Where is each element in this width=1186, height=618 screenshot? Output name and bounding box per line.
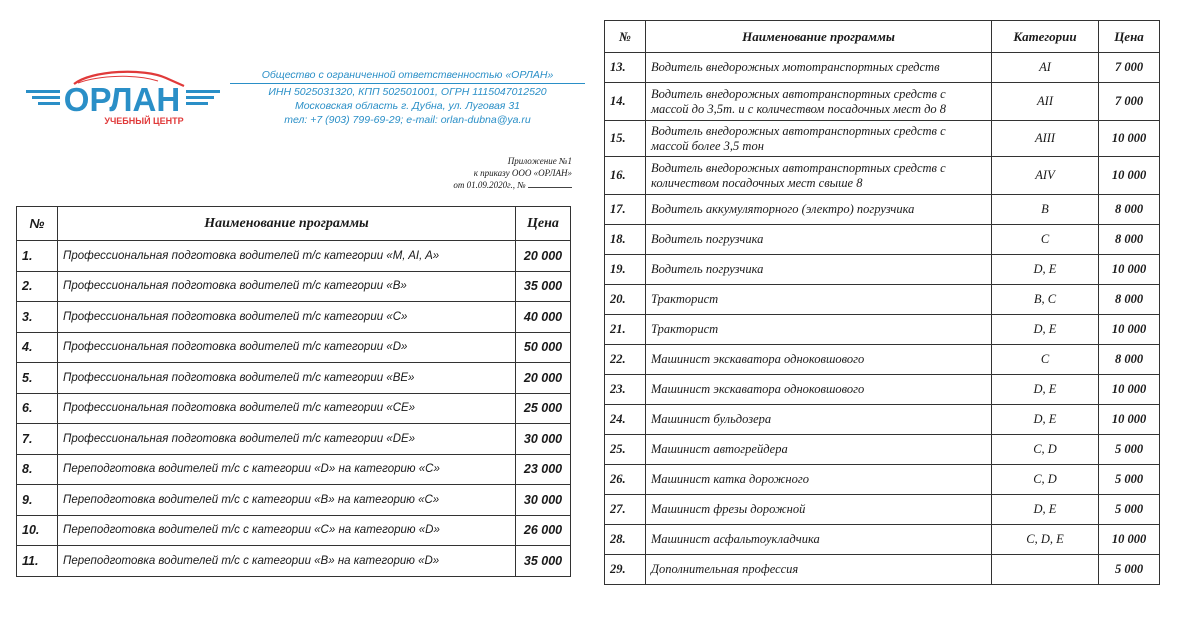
col-header-price: Цена [516, 207, 571, 241]
row-number: 23. [605, 375, 646, 405]
appendix-line-1: Приложение №1 [507, 156, 572, 166]
appendix-line-2: к приказу ООО «ОРЛАН» [473, 168, 572, 178]
program-name: Машинист катка дорожного [646, 465, 992, 495]
table-row [605, 315, 1160, 345]
program-name: Машинист асфальтоукладчика [646, 525, 992, 555]
program-name: Водитель внедорожных автотранспортных средств с количеством посадочных мест свыше 8 [646, 157, 992, 195]
program-name: Машинист экскаватора одноковшового [646, 345, 992, 375]
program-price: 23 000 [516, 454, 571, 485]
program-name: Профессиональная подготовка водителей т/с категории «B» [58, 271, 516, 302]
table-row [605, 345, 1160, 375]
program-price: 10 000 [1099, 255, 1160, 285]
row-number: 19. [605, 255, 646, 285]
program-price: 35 000 [516, 271, 571, 302]
table-row [17, 332, 571, 363]
program-name: Дополнительная профессия [646, 555, 992, 585]
table-row [605, 495, 1160, 525]
program-price: 20 000 [516, 241, 571, 272]
program-name: Переподготовка водителей т/с с категории «D» на категорию «C» [58, 454, 516, 485]
program-name: Водитель внедорожных мототранспортных средств [646, 53, 992, 83]
row-number: 29. [605, 555, 646, 585]
row-number: 22. [605, 345, 646, 375]
row-number: 15. [605, 121, 646, 157]
row-number: 16. [605, 157, 646, 195]
table-row [17, 546, 571, 577]
table-row [605, 435, 1160, 465]
program-name: Машинист фрезы дорожной [646, 495, 992, 525]
program-name: Тракторист [646, 285, 992, 315]
program-name: Водитель погрузчика [646, 255, 992, 285]
program-name: Профессиональная подготовка водителей т/с категории «C» [58, 302, 516, 333]
row-number: 26. [605, 465, 646, 495]
program-name: Водитель аккумуляторного (электро) погрузчика [646, 195, 992, 225]
program-price: 20 000 [516, 363, 571, 394]
program-price: 7 000 [1099, 83, 1160, 121]
program-price: 30 000 [516, 424, 571, 455]
program-price: 10 000 [1099, 525, 1160, 555]
row-number: 9. [17, 485, 58, 516]
svg-text:ОРЛАН: ОРЛАН [63, 81, 181, 118]
svg-text:УЧЕБНЫЙ ЦЕНТР: УЧЕБНЫЙ ЦЕНТР [104, 116, 184, 126]
program-price: 8 000 [1099, 285, 1160, 315]
row-number: 17. [605, 195, 646, 225]
program-name: Машинист бульдозера [646, 405, 992, 435]
table-row [17, 485, 571, 516]
row-number: 14. [605, 83, 646, 121]
program-category: D, E [992, 495, 1099, 525]
program-name: Профессиональная подготовка водителей т/с категории «BE» [58, 363, 516, 394]
row-number: 24. [605, 405, 646, 435]
program-name: Водитель внедорожных автотранспортных средств с массой более 3,5 тон [646, 121, 992, 157]
program-category: C, D [992, 465, 1099, 495]
program-price: 10 000 [1099, 405, 1160, 435]
table-row [605, 121, 1160, 157]
program-name: Профессиональная подготовка водителей т/с категории «DE» [58, 424, 516, 455]
company-info [230, 68, 585, 127]
col-header-program: Наименование программы [58, 207, 516, 241]
row-number: 25. [605, 435, 646, 465]
table-row [17, 363, 571, 394]
row-number: 27. [605, 495, 646, 525]
program-category: C, D [992, 435, 1099, 465]
row-number: 4. [17, 332, 58, 363]
program-name: Машинист экскаватора одноковшового [646, 375, 992, 405]
table-row [605, 465, 1160, 495]
program-category: D, E [992, 315, 1099, 345]
table-row [605, 225, 1160, 255]
table-row [605, 285, 1160, 315]
program-price: 50 000 [516, 332, 571, 363]
row-number: 7. [17, 424, 58, 455]
program-price: 30 000 [516, 485, 571, 516]
row-number: 2. [17, 271, 58, 302]
row-number: 11. [17, 546, 58, 577]
row-number: 8. [17, 454, 58, 485]
program-price: 35 000 [516, 546, 571, 577]
col-header-category: Категории [992, 21, 1099, 53]
program-category: B [992, 195, 1099, 225]
table-row [605, 53, 1160, 83]
row-number: 1. [17, 241, 58, 272]
program-price: 10 000 [1099, 315, 1160, 345]
program-category: AI [992, 53, 1099, 83]
company-address: Московская область г. Дубна, ул. Луговая 31 [294, 100, 521, 112]
program-name: Профессиональная подготовка водителей т/с категории «CE» [58, 393, 516, 424]
row-number: 5. [17, 363, 58, 394]
program-price: 26 000 [516, 515, 571, 546]
table-row [605, 375, 1160, 405]
col-header-number: № [17, 207, 58, 241]
program-price: 8 000 [1099, 345, 1160, 375]
table-row [605, 405, 1160, 435]
program-price: 5 000 [1099, 465, 1160, 495]
program-price: 40 000 [516, 302, 571, 333]
appendix-note [400, 155, 572, 191]
table-row [605, 525, 1160, 555]
program-name: Машинист автогрейдера [646, 435, 992, 465]
price-table-left [16, 206, 571, 577]
table-header-row [605, 21, 1160, 53]
program-name: Переподготовка водителей т/с с категории «C» на категорию «D» [58, 515, 516, 546]
table-row [605, 157, 1160, 195]
orlan-logo [26, 66, 222, 130]
table-row [17, 302, 571, 333]
table-row [17, 515, 571, 546]
program-name: Профессиональная подготовка водителей т/с категории «D» [58, 332, 516, 363]
row-number: 28. [605, 525, 646, 555]
program-price: 10 000 [1099, 157, 1160, 195]
company-registration: ИНН 5025031320, КПП 502501001, ОГРН 1115047012520 [268, 86, 547, 98]
program-price: 8 000 [1099, 225, 1160, 255]
row-number: 21. [605, 315, 646, 345]
program-name: Переподготовка водителей т/с с категории «B» на категорию «C» [58, 485, 516, 516]
program-price: 5 000 [1099, 495, 1160, 525]
program-category: D, E [992, 255, 1099, 285]
table-row [605, 195, 1160, 225]
program-name: Водитель погрузчика [646, 225, 992, 255]
program-price: 5 000 [1099, 555, 1160, 585]
row-number: 10. [17, 515, 58, 546]
program-category: AIV [992, 157, 1099, 195]
program-category: AII [992, 83, 1099, 121]
program-name: Переподготовка водителей т/с с категории «B» на категорию «D» [58, 546, 516, 577]
program-name: Тракторист [646, 315, 992, 345]
table-row [605, 83, 1160, 121]
table-row [605, 255, 1160, 285]
row-number: 6. [17, 393, 58, 424]
program-name: Водитель внедорожных автотранспортных средств с массой до 3,5т. и с количеством посадочных мест до 8 [646, 83, 992, 121]
program-price: 8 000 [1099, 195, 1160, 225]
program-category: D, E [992, 405, 1099, 435]
table-row [17, 241, 571, 272]
program-category: C, D, E [992, 525, 1099, 555]
table-row [17, 393, 571, 424]
program-category: AIII [992, 121, 1099, 157]
program-category: B, C [992, 285, 1099, 315]
price-table-right [604, 20, 1160, 585]
program-category: D, E [992, 375, 1099, 405]
table-row [17, 424, 571, 455]
col-header-price: Цена [1099, 21, 1160, 53]
col-header-program: Наименование программы [646, 21, 992, 53]
row-number: 13. [605, 53, 646, 83]
table-row [605, 555, 1160, 585]
program-price: 10 000 [1099, 121, 1160, 157]
program-price: 25 000 [516, 393, 571, 424]
table-row [17, 271, 571, 302]
program-price: 10 000 [1099, 375, 1160, 405]
table-header-row [17, 207, 571, 241]
program-category: C [992, 225, 1099, 255]
table-row [17, 454, 571, 485]
program-category: C [992, 345, 1099, 375]
program-price: 7 000 [1099, 53, 1160, 83]
company-contacts: тел: +7 (903) 799-69-29; e-mail: orlan-dubna@ya.ru [284, 114, 531, 126]
program-price: 5 000 [1099, 435, 1160, 465]
program-category [992, 555, 1099, 585]
row-number: 20. [605, 285, 646, 315]
program-name: Профессиональная подготовка водителей т/с категории «M, AI, A» [58, 241, 516, 272]
row-number: 3. [17, 302, 58, 333]
row-number: 18. [605, 225, 646, 255]
company-name: Общество с ограниченной ответственностью «ОРЛАН» [230, 68, 585, 84]
appendix-line-3: от 01.09.2020г., № [453, 180, 526, 190]
col-header-number: № [605, 21, 646, 53]
